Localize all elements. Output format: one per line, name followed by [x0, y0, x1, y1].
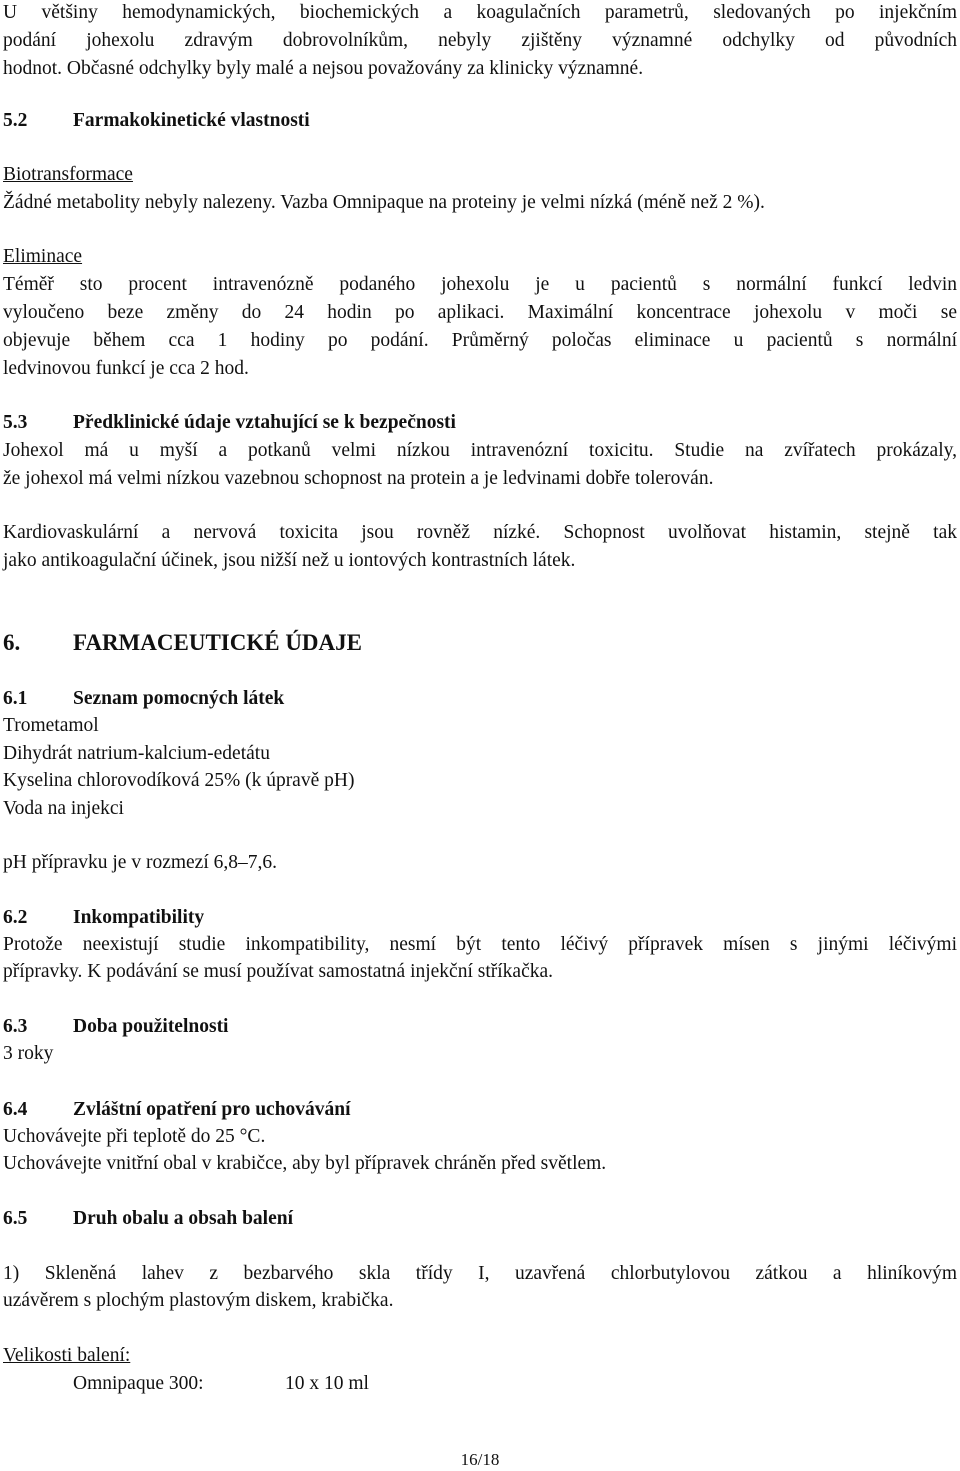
- section-title: Předklinické údaje vztahující se k bezpečnosti: [73, 412, 456, 433]
- pack-sizes-heading: Velikosti balení:: [3, 1345, 131, 1366]
- section-number: 6.1: [3, 688, 28, 709]
- section-number: 6.5: [3, 1208, 28, 1229]
- pack-quantity: 10 x 10 ml: [285, 1373, 369, 1394]
- section-number: 6.4: [3, 1099, 28, 1120]
- preclinical-p1-line-1: Johexol má u myší a potkanů velmi nízkou intravenózní toxicitu. Studie na zvířatech prokázaly,: [3, 440, 957, 461]
- section-heading-5-2: [3, 108, 310, 134]
- section-heading-6-1: [3, 686, 284, 712]
- eliminace-line-1: Téměř sto procent intravenózně podaného johexolu je u pacientů s normální funkcí ledvin: [3, 274, 957, 295]
- section-title: Inkompatibility: [73, 907, 205, 928]
- section-title: Druh obalu a obsah balení: [73, 1208, 293, 1229]
- eliminace-line-4: ledvinovou funkcí je cca 2 hod.: [3, 358, 249, 379]
- section-title: Seznam pomocných látek: [73, 688, 285, 709]
- ph-text: pH přípravku je v rozmezí 6,8–7,6.: [3, 852, 278, 873]
- section-number: 6.3: [3, 1016, 28, 1037]
- container-line-1: 1) Skleněná lahev z bezbarvého skla třídy I, uzavřená chlorbutylovou zátkou a hliníkovým: [3, 1263, 957, 1284]
- document-page: [3, 0, 957, 1470]
- section-heading-5-3: [3, 410, 456, 436]
- container-line-2: uzávěrem s plochým plastovým diskem, krabička.: [3, 1290, 394, 1311]
- preclinical-p2-line-1: Kardiovaskulární a nervová toxicita jsou rovněž nízké. Schopnost uvolňovat histamin, stejně tak: [3, 522, 957, 543]
- pack-size-row: [3, 1371, 957, 1397]
- section-title: Doba použitelnosti: [73, 1016, 229, 1037]
- intro-line-3: hodnot. Občasné odchylky byly malé a nejsou považovány za klinicky významné.: [3, 58, 644, 79]
- incompat-line-2: přípravky. K podávání se musí používat samostatná injekční stříkačka.: [3, 961, 554, 982]
- intro-line-1: U většiny hemodynamických, biochemických a koagulačních parametrů, sledovaných po injekčním: [3, 2, 957, 23]
- subheading-biotransformace: Biotransformace: [3, 164, 133, 185]
- section-heading-6-5: [3, 1206, 293, 1232]
- excipient-item: Voda na injekci: [3, 798, 124, 819]
- section-number: 5.2: [3, 110, 28, 131]
- pack-product-name: Omnipaque 300:: [73, 1373, 204, 1394]
- eliminace-line-3: objevuje během cca 1 hodiny po podání. Průměrný poločas eliminace u pacientů s normální: [3, 330, 957, 351]
- storage-line-2: Uchovávejte vnitřní obal v krabičce, aby byl přípravek chráněn před světlem.: [3, 1153, 607, 1174]
- eliminace-line-2: vyloučeno beze změny do 24 hodin po aplikaci. Maximální koncentrace johexolu v moči se: [3, 302, 957, 323]
- storage-line-1: Uchovávejte při teplotě do 25 °C.: [3, 1126, 266, 1147]
- excipient-item: Dihydrát natrium-kalcium-edetátu: [3, 743, 270, 764]
- section-heading-6-4: [3, 1097, 351, 1123]
- section-title: Farmakokinetické vlastnosti: [73, 110, 310, 131]
- page-number: 16/18: [460, 1450, 500, 1469]
- section-number: 6.: [3, 630, 21, 655]
- section-number: 5.3: [3, 412, 28, 433]
- excipient-item: Trometamol: [3, 715, 99, 736]
- section-heading-6-2: [3, 905, 204, 931]
- section-heading-6: [3, 630, 362, 656]
- shelf-life-text: 3 roky: [3, 1043, 54, 1064]
- excipient-item: Kyselina chlorovodíková 25% (k úpravě pH): [3, 770, 355, 791]
- biotransformace-text: Žádné metabolity nebyly nalezeny. Vazba Omnipaque na proteiny je velmi nízká (méně než 2 %).: [3, 192, 765, 213]
- section-number: 6.2: [3, 907, 28, 928]
- preclinical-p2-line-2: jako antikoagulační účinek, jsou nižší než u iontových kontrastních látek.: [3, 550, 576, 571]
- section-title: FARMACEUTICKÉ ÚDAJE: [73, 630, 362, 655]
- section-heading-6-3: [3, 1014, 228, 1040]
- incompat-line-1: Protože neexistují studie inkompatibility, nesmí být tento léčivý přípravek mísen s jinými léčivými: [3, 934, 957, 955]
- section-title: Zvláštní opatření pro uchovávání: [73, 1099, 351, 1120]
- preclinical-p1-line-2: že johexol má velmi nízkou vazebnou schopnost na protein a je ledvinami dobře tolerován.: [3, 468, 714, 489]
- intro-line-2: podání johexolu zdravým dobrovolníkům, nebyly zjištěny významné odchylky od původních: [3, 30, 957, 51]
- subheading-eliminace: Eliminace: [3, 246, 83, 267]
